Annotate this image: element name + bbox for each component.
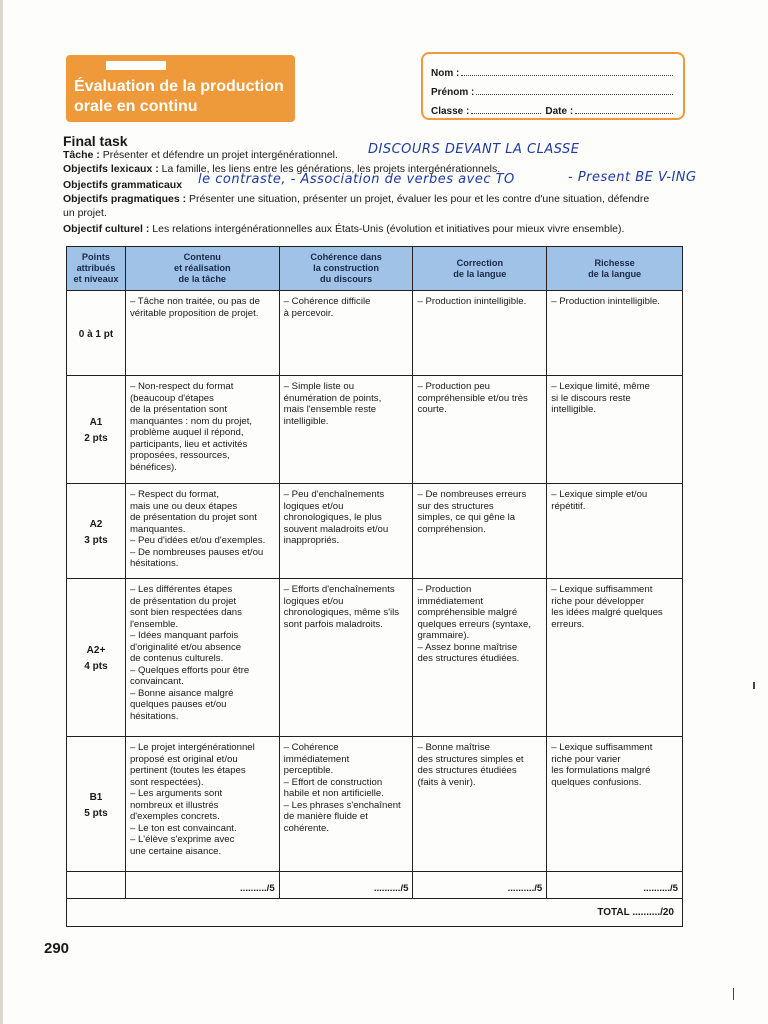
criterion-line: – Production peu: [417, 381, 491, 392]
date-field[interactable]: [575, 113, 673, 114]
handwritten-grammar-note-1: le contraste, - Association de verbes avec TO: [198, 172, 515, 187]
title-line-1: Évaluation de la production: [74, 78, 284, 95]
correction-cell: [413, 376, 547, 484]
level-cell: [67, 291, 126, 376]
criterion-line: riche pour développer: [551, 595, 645, 607]
richesse-cell: [547, 579, 683, 737]
criterion-line: simples, ce qui gêne la: [417, 512, 516, 523]
criterion-line: cohérente.: [283, 822, 330, 834]
criterion-line: d'originalité et/ou absence: [129, 641, 242, 653]
scan-edge: [0, 0, 3, 1024]
grid-header-row: [67, 247, 683, 291]
criterion-line: de présentation du projet: [129, 595, 237, 607]
criterion-line: souvent maladroits et/ou: [283, 523, 389, 535]
total-row: [66, 899, 683, 927]
criterion-line: participants, lieu et activités: [129, 438, 248, 450]
contenu-cell: [125, 737, 279, 872]
classe-field[interactable]: [471, 113, 541, 114]
criterion-line: – Non-respect du format: [129, 381, 234, 392]
criterion-line: intelligible.: [283, 415, 329, 427]
coherence-cell: [279, 484, 413, 579]
level-label: 2 pts: [84, 433, 108, 444]
criterion-line: des structures simples et: [417, 753, 524, 765]
criterion-line: mais une ou deux étapes: [129, 500, 238, 512]
criterion-line: – Lexique limité, même: [551, 381, 650, 392]
criterion-line: si le discours reste: [551, 392, 631, 404]
criterion-line: sont bien respectées dans: [129, 607, 242, 618]
level-label: 5 pts: [84, 807, 108, 819]
criterion-line: – Production: [417, 584, 472, 595]
criterion-line: compréhension.: [417, 523, 486, 535]
criterion-line: hésitations.: [129, 558, 179, 569]
culturel-label: Objectif culturel :: [63, 223, 150, 235]
level-cell: [67, 376, 126, 484]
criterion-line: de manière fluide et: [283, 811, 368, 822]
criterion-line: habile et non artificielle.: [283, 788, 384, 799]
criterion-line: – Peu d'enchaînements: [283, 489, 385, 500]
criterion-line: une certaine aisance.: [129, 845, 222, 857]
handwritten-grammar-note-2: - Present BE V-ING: [568, 170, 697, 185]
date-label: Date :: [545, 106, 574, 117]
grid-row: [67, 376, 683, 484]
criterion-line: mais l'ensemble reste: [283, 404, 377, 415]
criterion-line: de contenus culturels.: [129, 653, 224, 664]
criterion-line: immédiatement: [283, 753, 350, 765]
scan-mark: [753, 682, 755, 689]
level-label: A1: [89, 417, 103, 428]
nom-row: [431, 60, 683, 79]
criterion-line: – Lexique suffisamment: [551, 742, 653, 753]
criterion-line: – De nombreuses pauses et/ou: [129, 546, 264, 558]
criterion-line: pertinent (toutes les étapes: [129, 765, 246, 776]
coherence-cell: [279, 579, 413, 737]
criterion-line: – Simple liste ou: [283, 381, 355, 392]
criterion-line: logiques et/ou: [283, 595, 344, 607]
criterion-line: – Cohérence difficile: [283, 296, 371, 307]
level-label: 4 pts: [84, 661, 108, 672]
score-slot-coherence[interactable]: ........../5: [279, 872, 413, 899]
tache-text: Présenter et défendre un projet intergénérationnel.: [102, 149, 338, 161]
criterion-line: proposées, ressources,: [129, 450, 230, 461]
criterion-line: – Quelques efforts pour être: [129, 664, 250, 676]
criterion-line: perceptible.: [283, 765, 334, 776]
grid-row: [67, 737, 683, 872]
correction-cell: [413, 484, 547, 579]
criterion-line: – Les phrases s'enchaînent: [283, 799, 401, 811]
header-richesse: Richesse de la langue: [547, 247, 683, 291]
score-slot-correction[interactable]: ........../5: [413, 872, 547, 899]
contenu-cell: [125, 484, 279, 579]
grammaticaux-line: [63, 179, 182, 192]
richesse-cell: [547, 737, 683, 872]
criterion-line: immédiatement: [417, 595, 484, 607]
criterion-line: des structures étudiées.: [417, 653, 520, 664]
criterion-line: – Le projet intergénérationnel: [129, 742, 255, 753]
criterion-line: véritable proposition de projet.: [129, 307, 259, 319]
prenom-label: Prénom :: [431, 87, 475, 98]
level-cell: [67, 737, 126, 872]
score-row: [67, 872, 683, 899]
header-correction: Correction de la langue: [413, 247, 547, 291]
criterion-line: des structures étudiées: [417, 765, 517, 776]
criterion-line: – Lexique simple et/ou: [551, 489, 648, 500]
lexicaux-text: La famille, les liens entre les générations, les projets intergénérationnels.: [161, 163, 501, 175]
level-cell: [67, 484, 126, 579]
criterion-line: compréhensible et/ou très: [417, 392, 528, 404]
correction-cell: [413, 291, 547, 376]
handwritten-tache-note: DISCOURS DEVANT LA CLASSE: [368, 142, 580, 157]
title-banner: [66, 55, 295, 122]
criterion-line: (beaucoup d'étapes: [129, 392, 214, 404]
scan-mark: [733, 988, 734, 1000]
level-label: A2: [89, 518, 103, 530]
pragmatiques-text: Présenter une situation, présenter un projet, évaluer les pour et les contre d'une situation, défendre: [189, 193, 650, 205]
prenom-row: [431, 79, 683, 98]
criterion-line: – Production inintelligible.: [551, 296, 661, 307]
header-points: Points attribués et niveaux: [67, 247, 126, 291]
criterion-line: – Idées manquant parfois: [129, 630, 239, 641]
criterion-line: manquantes.: [129, 523, 186, 535]
header-contenu: Contenu et réalisation de la tâche: [125, 247, 279, 291]
score-slot-contenu[interactable]: ........../5: [125, 872, 279, 899]
criterion-line: (faits à venir).: [417, 776, 476, 788]
scan-patch: [106, 61, 166, 70]
criterion-line: – Efforts d'enchaînements: [283, 584, 395, 595]
criterion-line: à percevoir.: [283, 307, 334, 319]
level-label: 0 à 1 pt: [78, 328, 114, 340]
level-cell: [67, 579, 126, 737]
final-task-heading: Final task: [63, 133, 128, 149]
pragmatiques-line-2: [63, 207, 107, 220]
correction-cell: [413, 579, 547, 737]
prenom-field[interactable]: [476, 94, 673, 95]
criterion-line: chronologiques, le plus: [283, 512, 382, 523]
richesse-cell: [547, 484, 683, 579]
criterion-line: sont respectées).: [129, 776, 204, 788]
criterion-line: courte.: [417, 404, 447, 415]
criterion-line: logiques et/ou: [283, 500, 344, 512]
criterion-line: – Bonne aisance malgré: [129, 687, 234, 699]
grammaticaux-label: Objectifs grammaticaux: [63, 179, 183, 191]
lexicaux-label: Objectifs lexicaux :: [63, 163, 159, 175]
criterion-line: énumération de points,: [283, 392, 382, 404]
classe-label: Classe :: [431, 106, 470, 117]
header-coherence: Cohérence dans la construction du discours: [279, 247, 413, 291]
level-label: A2+: [86, 645, 106, 656]
total-score[interactable]: TOTAL ........../20: [597, 907, 674, 918]
criterion-line: erreurs.: [551, 618, 585, 630]
student-id-box: [421, 52, 685, 120]
criterion-line: grammaire).: [417, 630, 470, 641]
evaluation-grid: [66, 246, 683, 899]
level-label: 3 pts: [84, 534, 108, 546]
criterion-line: sur des structures: [417, 500, 494, 512]
criterion-line: – Effort de construction: [283, 776, 383, 788]
grid-row: [67, 484, 683, 579]
criterion-line: – Les arguments sont: [129, 788, 223, 799]
criterion-line: de la présentation sont: [129, 404, 228, 415]
criterion-line: – L'élève s'exprime avec: [129, 834, 235, 845]
criterion-line: quelques confusions.: [551, 776, 642, 788]
criterion-line: – Tâche non traitée, ou pas de: [129, 296, 260, 307]
criterion-line: les idées malgré quelques: [551, 607, 663, 618]
criterion-line: manquantes : nom du projet,: [129, 415, 253, 427]
nom-field[interactable]: [461, 75, 673, 76]
tache-label: Tâche :: [63, 149, 100, 161]
criterion-line: bénéfices).: [129, 461, 177, 473]
criterion-line: – Le ton est convaincant.: [129, 822, 237, 834]
correction-cell: [413, 737, 547, 872]
criterion-line: sont parfois maladroits.: [283, 618, 383, 630]
grid-row: [67, 291, 683, 376]
criterion-line: hésitations.: [129, 710, 179, 722]
contenu-cell: [125, 579, 279, 737]
criterion-line: – Production inintelligible.: [417, 296, 527, 307]
richesse-cell: [547, 291, 683, 376]
criterion-line: compréhensible malgré: [417, 607, 518, 618]
criterion-line: – Lexique suffisamment: [551, 584, 653, 595]
score-slot-richesse[interactable]: ........../5: [547, 872, 683, 899]
classe-row: [431, 98, 683, 117]
criterion-line: de présentation du projet sont: [129, 512, 257, 523]
coherence-cell: [279, 376, 413, 484]
nom-label: Nom :: [431, 68, 460, 79]
criterion-line: riche pour varier: [551, 753, 621, 765]
criterion-line: quelques pauses et/ou: [129, 699, 227, 710]
culturel-line: [63, 223, 624, 236]
criterion-line: – De nombreuses erreurs: [417, 489, 527, 500]
coherence-cell: [279, 291, 413, 376]
criterion-line: – Cohérence: [283, 742, 339, 753]
title-line-2: orale en continu: [74, 98, 198, 115]
pragmatiques-line: [63, 193, 649, 206]
criterion-line: répétitif.: [551, 500, 586, 512]
tache-line: [63, 149, 338, 162]
criterion-line: intelligible.: [551, 404, 597, 415]
criterion-line: – Les différentes étapes: [129, 584, 233, 595]
criterion-line: chronologiques, même s'ils: [283, 607, 400, 618]
criterion-line: d'exemples concrets.: [129, 811, 220, 822]
criterion-line: – Respect du format,: [129, 489, 219, 500]
criterion-line: inappropriés.: [283, 535, 340, 546]
criterion-line: – Bonne maîtrise: [417, 742, 490, 753]
score-empty-cell: [67, 872, 126, 899]
page-number: 290: [44, 940, 70, 957]
culturel-text: Les relations intergénérationnelles aux États-Unis (évolution et initiatives pour mieux vivre ensemble).: [152, 223, 625, 235]
criterion-line: convaincant.: [129, 676, 184, 687]
criterion-line: – Peu d'idées et/ou d'exemples.: [129, 535, 266, 546]
richesse-cell: [547, 376, 683, 484]
criterion-line: les formulations malgré: [551, 765, 651, 776]
contenu-cell: [125, 376, 279, 484]
criterion-line: nombreux et illustrés: [129, 799, 219, 811]
pragmatiques-label: Objectifs pragmatiques :: [63, 193, 187, 205]
criterion-line: problème auquel il répond,: [129, 427, 244, 438]
contenu-cell: [125, 291, 279, 376]
coherence-cell: [279, 737, 413, 872]
criterion-line: proposé est original et/ou: [129, 753, 238, 765]
level-label: B1: [89, 791, 103, 803]
pragmatiques-text-2: un projet.: [63, 207, 107, 219]
criterion-line: – Assez bonne maîtrise: [417, 641, 518, 653]
grid-row: [67, 579, 683, 737]
criterion-line: l'ensemble.: [129, 618, 179, 630]
criterion-line: quelques erreurs (syntaxe,: [417, 618, 532, 630]
